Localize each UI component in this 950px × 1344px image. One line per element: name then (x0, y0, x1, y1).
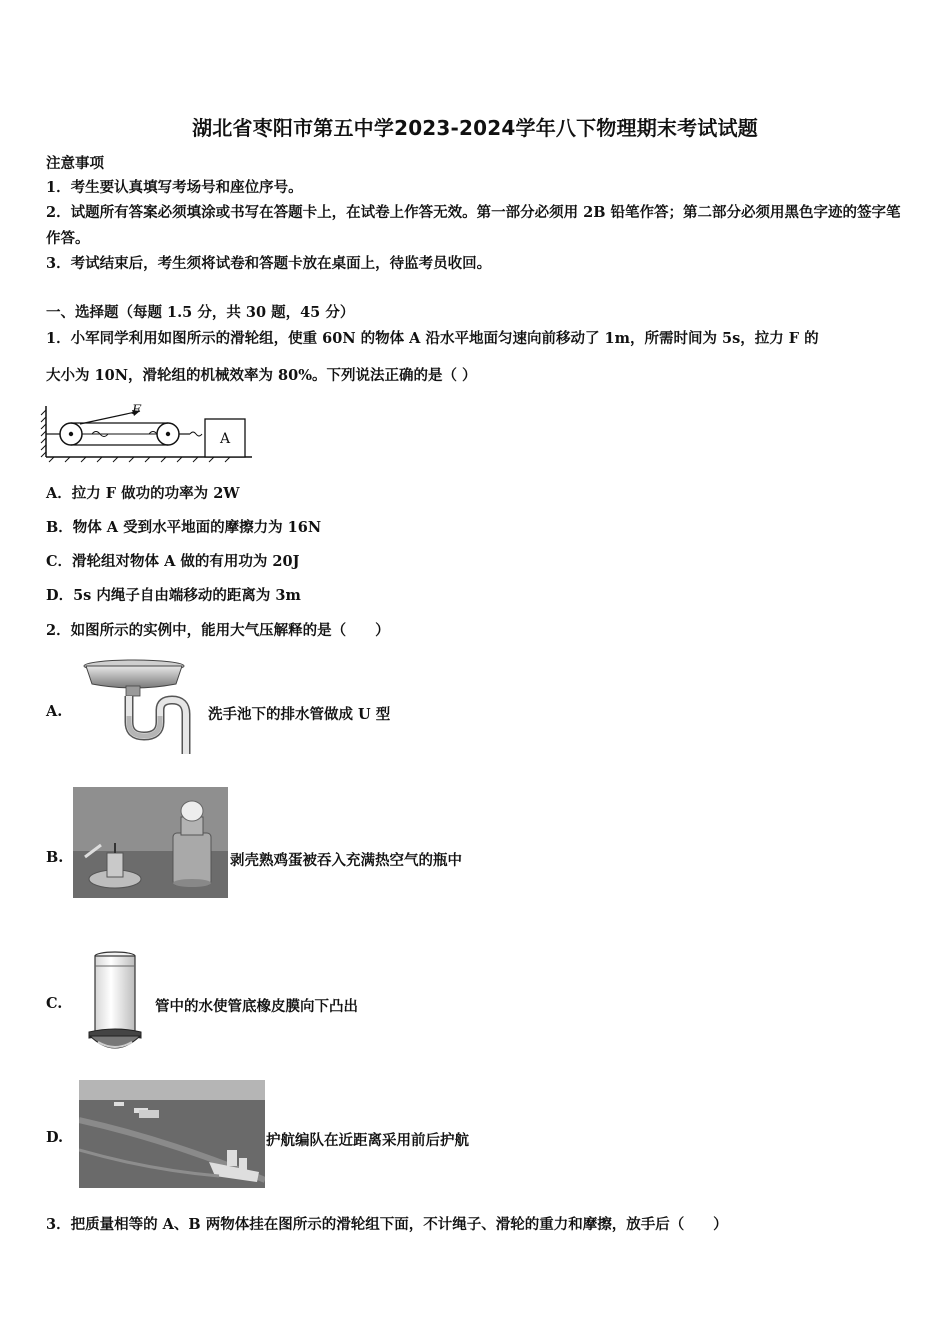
notice-item-1: 1．考生要认真填写考场号和座位序号。 (46, 179, 303, 196)
q1-option-d: D．5s 内绳子自由端移动的距离为 3m (46, 587, 301, 604)
q2-option-c-letter: C. (46, 995, 63, 1012)
q2-option-b-text: 剥壳熟鸡蛋被吞入充满热空气的瓶中 (230, 852, 462, 869)
q2-option-a-text: 洗手池下的排水管做成 U 型 (208, 706, 391, 723)
q2-option-b-letter: B. (46, 849, 64, 866)
q2-option-c-text: 管中的水使管底橡皮膜向下凸出 (155, 998, 358, 1015)
section-heading: 一、选择题（每题 1.5 分，共 30 题，45 分） (46, 304, 355, 321)
q1-fig-block-label: A (220, 431, 231, 447)
q2-option-c-tube-membrane-figure (84, 948, 146, 1056)
q1-option-a: A．拉力 F 做功的功率为 2W (46, 485, 240, 502)
q2-option-a-letter: A. (46, 703, 63, 720)
q1-fig-force-label: F (132, 403, 142, 418)
page-title: 湖北省枣阳市第五中学2023-2024学年八下物理期末考试试题 (192, 116, 758, 140)
q1-stem-line1: 1．小军同学利用如图所示的滑轮组，使重 60N 的物体 A 沿水平地面匀速向前移动了 1m，所需时间为 5s，拉力 F 的 (46, 330, 819, 347)
q3-stem: 3．把质量相等的 A、B 两物体挂在图所示的滑轮组下面，不计绳子、滑轮的重力和摩擦，放手后（ ） (46, 1216, 728, 1233)
notice-heading: 注意事项 (46, 155, 104, 172)
q2-option-b-egg-bottle-photo (73, 787, 228, 898)
q1-stem-line2: 大小为 10N，滑轮组的机械效率为 80%。下列说法正确的是（ ） (46, 367, 477, 384)
notice-item-3: 3．考试结束后，考生须将试卷和答题卡放在桌面上，待监考员收回。 (46, 255, 492, 272)
q2-option-d-fleet-photo (79, 1080, 265, 1188)
q2-option-a-drain-pipe-figure (82, 656, 207, 756)
q1-pulley-figure (40, 400, 255, 464)
q2-option-d-text: 护航编队在近距离采用前后护航 (266, 1132, 469, 1149)
q1-option-b: B．物体 A 受到水平地面的摩擦力为 16N (46, 519, 322, 536)
q2-option-d-letter: D. (46, 1129, 64, 1146)
q1-option-c: C．滑轮组对物体 A 做的有用功为 20J (46, 553, 300, 570)
q2-stem: 2．如图所示的实例中，能用大气压解释的是（ ） (46, 622, 390, 639)
notice-item-2: 2．试题所有答案必须填涂或书写在答题卡上，在试卷上作答无效。第一部分必须用 2B 铅笔作答；第二部分必须用黑色字迹的签字笔作答。 (46, 204, 901, 247)
